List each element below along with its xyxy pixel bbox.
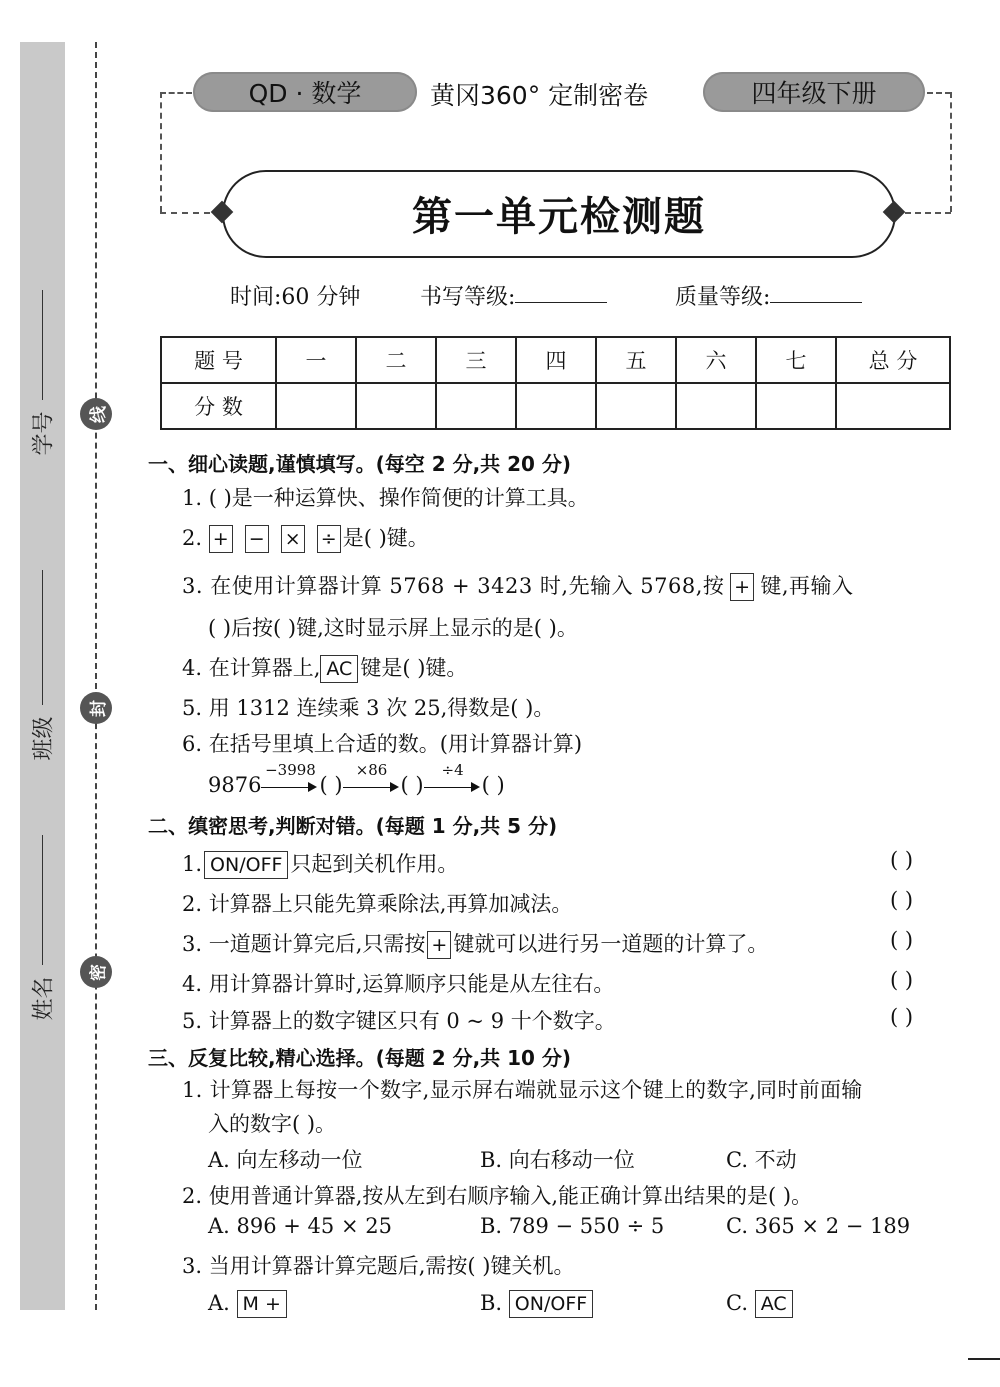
writing-grade-blank[interactable] [515,280,607,303]
seal-line-icon: 线 [80,398,112,430]
m-plus-key: M + [237,1290,287,1318]
ac-key: AC [755,1290,793,1318]
score-cell[interactable] [596,383,676,429]
brand-title: 黄冈360° 定制密卷 [430,81,649,110]
s1-question-6-chain: 9876 −3998 ( ) ×86 ( ) ÷4 ( ) [208,760,505,797]
s3-q3-option-b[interactable]: B. ON/OFF [480,1290,593,1318]
s2-question-1: 1. ON/OFF 只起到关机作用。 [182,848,458,879]
s3-question-1-line2: 入的数字( )。 [208,1112,337,1136]
table-header-cell: 一 [276,337,356,383]
ac-key: AC [320,655,358,683]
score-table-score-row [161,383,950,429]
header-dash-left-vert [160,92,162,212]
plus-key: + [730,573,754,601]
answer-blank[interactable]: ( ) [400,773,424,797]
s1-question-4: 4. 在计算器上, AC 键是( )键。 [182,652,467,683]
table-header-cell: 三 [436,337,516,383]
s2-question-2: 2. 计算器上只能先算乘除法,再算加减法。 [182,892,573,916]
time-limit: 时间:60 分钟 [230,285,361,310]
s1-question-5: 5. 用 1312 连续乘 3 次 25,得数是( )。 [182,696,555,720]
table-header-cell: 六 [676,337,756,383]
table-header-cell: 题 号 [161,337,276,383]
grade-pill: 四年级下册 [703,72,925,112]
table-header-cell: 五 [596,337,676,383]
plus-key: + [427,931,451,959]
name-blank[interactable] [42,835,43,965]
s3-q1-option-a[interactable]: A. 向左移动一位 [208,1148,363,1172]
s3-q1-option-c[interactable]: C. 不动 [726,1148,797,1172]
minus-key: − [245,525,269,553]
name-label: 姓名 [31,976,57,1021]
s1-question-3: 3. 在使用计算器计算 5768 + 3423 时,先输入 5768,按 + 键,再输入 [182,570,854,601]
seal-secret-icon: 密 [80,956,112,988]
divide-key: ÷ [317,525,341,553]
answer-paren[interactable]: ( ) [890,1005,914,1029]
score-cell[interactable] [516,383,596,429]
page-title: 第一单元检测题 [412,193,706,240]
s3-q3-option-c[interactable]: C. AC [726,1290,793,1318]
s3-q1-option-b[interactable]: B. 向右移动一位 [480,1148,635,1172]
s3-q2-option-c[interactable]: C. 365 × 2 − 189 [726,1214,911,1238]
s1-question-1: 1. ( )是一种运算快、操作简便的计算工具。 [182,486,589,510]
table-header-cell: 七 [756,337,836,383]
table-header-cell: 总 分 [836,337,950,383]
table-header-cell: 四 [516,337,596,383]
binding-dashed-line [95,42,97,1310]
answer-paren[interactable]: ( ) [890,888,914,912]
answer-paren[interactable]: ( ) [890,848,914,872]
score-cell[interactable] [676,383,756,429]
score-cell[interactable] [436,383,516,429]
on-off-key: ON/OFF [509,1290,593,1318]
class-blank[interactable] [42,570,43,705]
plus-key: + [209,525,233,553]
s3-question-3: 3. 当用计算器计算完题后,需按( )键关机。 [182,1254,575,1278]
section-2-heading: 二、缜密思考,判断对错。(每题 1 分,共 5 分) [148,814,558,838]
answer-blank[interactable]: ( ) [481,773,505,797]
times-key: × [281,525,305,553]
section-3-heading: 三、反复比较,精心选择。(每题 2 分,共 10 分) [148,1046,572,1070]
row-label: 分 数 [161,383,276,429]
header-dash-right [927,92,951,94]
header-dash-left [160,92,192,94]
on-off-key: ON/OFF [204,851,288,879]
page-mark [968,1358,1000,1360]
score-table [160,336,951,430]
student-id-blank[interactable] [42,290,43,400]
s2-question-3: 3. 一道题计算完后,只需按 + 键就可以进行另一道题的计算了。 [182,928,768,959]
header-dash-left-bottom [160,212,210,214]
student-id-label: 学号 [31,411,57,456]
header-dash-right-bottom [905,212,951,214]
s2-question-4: 4. 用计算器计算时,运算顺序只能是从左往右。 [182,972,615,996]
s3-q2-option-a[interactable]: A. 896 + 45 × 25 [208,1214,392,1238]
subject-pill: QD · 数学 [193,72,417,112]
quality-grade-blank[interactable] [770,280,862,303]
writing-grade: 书写等级: [420,280,515,311]
score-cell[interactable] [836,383,950,429]
s1-question-3-line2: ( )后按( )键,这时显示屏上显示的是( )。 [208,616,578,640]
table-header-cell: 二 [356,337,436,383]
s1-question-2: 2. + − × ÷ 是( )键。 [182,522,429,553]
class-label: 班级 [31,716,57,761]
answer-blank[interactable]: ( ) [319,773,343,797]
score-cell[interactable] [276,383,356,429]
arrow-times-icon: ×86 [343,775,401,799]
s3-question-2: 2. 使用普通计算器,按从左到右顺序输入,能正确计算出结果的是( )。 [182,1184,813,1208]
answer-paren[interactable]: ( ) [890,928,914,952]
s3-q2-option-b[interactable]: B. 789 − 550 ÷ 5 [480,1214,665,1238]
score-table-header-row [161,337,950,383]
score-cell[interactable] [356,383,436,429]
arrow-minus-icon: −3998 [261,775,319,799]
header-dash-right-vert [950,92,952,212]
s3-question-1: 1. 计算器上每按一个数字,显示屏右端就显示这个键上的数字,同时前面输 [182,1078,863,1102]
s1-question-6: 6. 在括号里填上合适的数。(用计算器计算) [182,732,583,756]
quality-grade: 质量等级: [675,280,770,311]
s2-question-5: 5. 计算器上的数字键区只有 0 ~ 9 十个数字。 [182,1009,616,1033]
section-1-heading: 一、细心读题,谨慎填写。(每空 2 分,共 20 分) [148,452,572,476]
score-cell[interactable] [756,383,836,429]
arrow-divide-icon: ÷4 [424,775,482,799]
answer-paren[interactable]: ( ) [890,968,914,992]
seal-seal-icon: 封 [80,692,112,724]
s3-q3-option-a[interactable]: A. M + [208,1290,287,1318]
